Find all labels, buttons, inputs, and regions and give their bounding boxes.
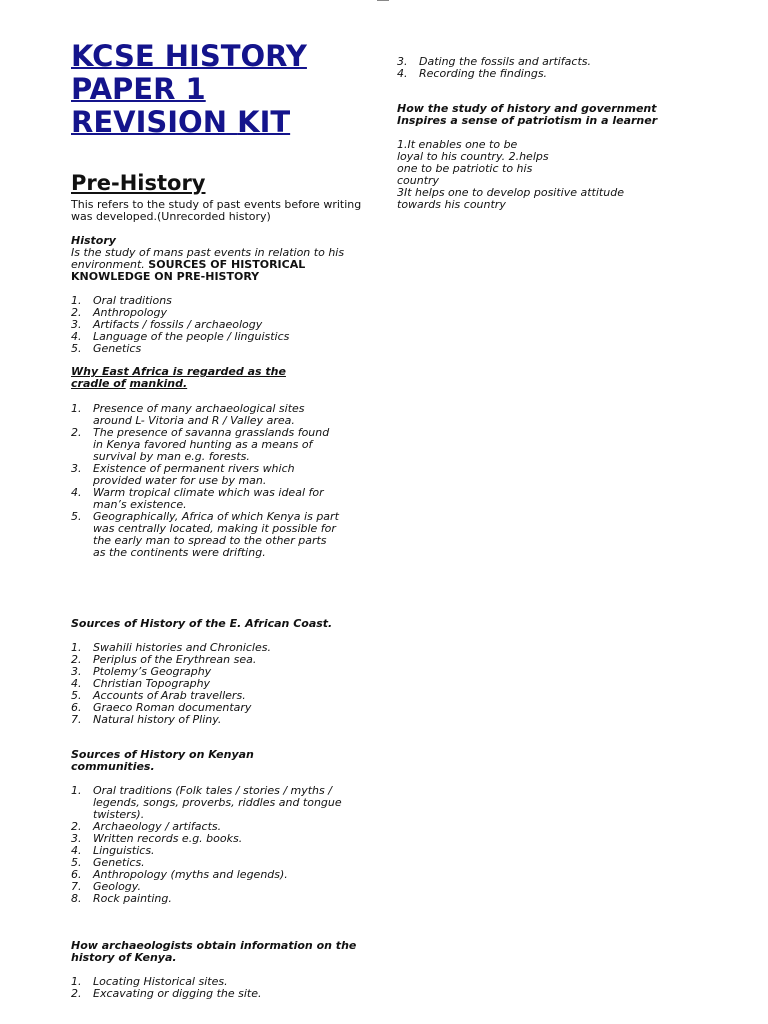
patriotism-text (397, 139, 717, 211)
prehistory-definition: This refers to the study of past events before writing was developed.(Unrecorded history) (71, 198, 362, 223)
list-item-text: Graeco Roman documentary (93, 701, 252, 714)
list-item-number: 4. (71, 486, 82, 499)
list-item-number: 2. (71, 987, 82, 1000)
title-revision-word: REVISION (71, 105, 227, 139)
list-item-text: Genetics (93, 342, 142, 355)
list-item-text: Anthropology (myths and legends). (93, 868, 288, 881)
list-item-number: 3. (71, 318, 82, 331)
list-item-number: 7. (71, 713, 82, 726)
patriotism-heading: How the study of history and government Inspires a sense of patriotism in a learner (397, 102, 658, 127)
list-item-number: 6. (71, 868, 82, 881)
cradle-heading-line2b: mankind. (129, 377, 188, 390)
archaeologists-list-part1 (71, 976, 371, 1000)
kenyan-source-item (71, 893, 361, 905)
list-item-number: 6. (71, 701, 82, 714)
cradle-reason-item (71, 511, 341, 559)
list-item-text: Language of the people / linguistics (93, 330, 290, 343)
cradle-heading-line1: Why East Africa is regarded as the (71, 365, 286, 378)
list-item-text: Rock painting. (93, 892, 172, 905)
patriotism-line-3: one to be patriotic to his (397, 162, 533, 175)
cradle-reason-item (71, 463, 341, 487)
kenyan-source-item (71, 785, 361, 821)
list-item-text: Geology. (93, 880, 141, 893)
title-line-1: KCSE HISTORY (71, 39, 307, 73)
cradle-reason-item (71, 487, 341, 511)
history-heading: History (71, 234, 116, 247)
list-item-text: Dating the fossils and artifacts. (419, 55, 592, 68)
kenyan-list (71, 785, 361, 905)
patriotism-line-2: loyal to his country. 2.helps (397, 150, 549, 163)
coast-heading: Sources of History of the E. African Coast. (71, 617, 333, 630)
list-item-number: 5. (71, 342, 82, 355)
list-item-number: 4. (71, 330, 82, 343)
list-item-number: 3. (71, 665, 82, 678)
list-item-number: 1. (71, 294, 82, 307)
list-item-number: 2. (71, 426, 82, 439)
source-item (71, 343, 371, 355)
list-item-number: 1. (71, 402, 82, 415)
patriotism-line-5: 3It helps one to develop positive attitude (397, 186, 624, 199)
list-item-number: 4. (71, 677, 82, 690)
cradle-reason-item (71, 403, 341, 427)
list-item-number: 2. (71, 820, 82, 833)
kenyan-heading: Sources of History on Kenyan communities. (71, 748, 254, 773)
list-item-text: Written records e.g. books. (93, 832, 243, 845)
cradle-heading (71, 366, 371, 390)
document-title (71, 40, 371, 139)
list-item-text: Warm tropical climate which was ideal for man’s existence. (93, 486, 324, 511)
list-item-number: 5. (71, 856, 82, 869)
coast-list (71, 642, 371, 726)
list-item-text: Oral traditions (93, 294, 172, 307)
archaeology-step-item (71, 988, 371, 1000)
list-item-text: Oral traditions (Folk tales / stories / myths / legends, songs, proverbs, riddles and tongue twisters). (93, 784, 342, 821)
sources-prehistory-heading: SOURCES OF HISTORICAL KNOWLEDGE ON PRE-HISTORY (71, 258, 306, 283)
patriotism-line-1: 1.It enables one to be (397, 138, 518, 151)
page-top-mark (377, 0, 389, 1)
list-item-text: Swahili histories and Chronicles. (93, 641, 271, 654)
list-item-text: Recording the findings. (419, 67, 548, 80)
list-item-text: Locating Historical sites. (93, 975, 228, 988)
title-kit-word: KIT (237, 105, 291, 139)
list-item-number: 3. (397, 55, 408, 68)
list-item-text: Accounts of Arab travellers. (93, 689, 246, 702)
list-item-number: 5. (71, 689, 82, 702)
prehistory-heading: Pre-History (71, 171, 206, 195)
list-item-number: 4. (397, 67, 408, 80)
cradle-reason-item (71, 427, 341, 463)
archaeologists-heading: How archaeologists obtain information on the history of Kenya. (71, 939, 357, 964)
list-item-text: Periplus of the Erythrean sea. (93, 653, 257, 666)
list-item-text: Genetics. (93, 856, 145, 869)
list-item-number: 2. (71, 653, 82, 666)
sources-prehistory-list (71, 295, 371, 355)
list-item-text: Archaeology / artifacts. (93, 820, 222, 833)
list-item-number: 3. (71, 462, 82, 475)
cradle-list (71, 403, 341, 559)
list-item-text: The presence of savanna grasslands found in Kenya favored hunting as a means of survival by man e.g. forests. (93, 426, 330, 463)
title-line-2: PAPER 1 (71, 72, 206, 106)
list-item-number: 1. (71, 975, 82, 988)
list-item-text: Presence of many archaeological sites around L- Vitoria and R / Valley area. (93, 402, 305, 427)
list-item-text: Natural history of Pliny. (93, 713, 222, 726)
list-item-number: 1. (71, 784, 82, 797)
list-item-text: Existence of permanent rivers which provided water for use by man. (93, 462, 295, 487)
archaeologists-list-part2 (397, 56, 697, 80)
list-item-number: 2. (71, 306, 82, 319)
coast-source-item (71, 714, 371, 726)
patriotism-line-6: towards his country (397, 198, 506, 211)
list-item-number: 8. (71, 892, 82, 905)
list-item-text: Ptolemy’s Geography (93, 665, 212, 678)
title-line-3 (71, 106, 371, 139)
archaeology-step-item (397, 68, 697, 80)
list-item-number: 7. (71, 880, 82, 893)
patriotism-line-4: country (397, 174, 440, 187)
list-item-number: 4. (71, 844, 82, 857)
list-item-text: Anthropology (93, 306, 168, 319)
cradle-heading-line2a: cradle of (71, 377, 126, 390)
history-definition: Is the study of mans past events in relation to his environment. (71, 246, 345, 271)
history-definition-block (71, 247, 371, 283)
list-item-text: Linguistics. (93, 844, 155, 857)
list-item-number: 3. (71, 832, 82, 845)
list-item-text: Artifacts / fossils / archaeology (93, 318, 263, 331)
list-item-number: 5. (71, 510, 82, 523)
list-item-number: 1. (71, 641, 82, 654)
list-item-text: Geographically, Africa of which Kenya is part was centrally located, making it possible for the early man to spread to the other parts as the continents were drifting. (93, 510, 339, 559)
list-item-text: Christian Topography (93, 677, 211, 690)
list-item-text: Excavating or digging the site. (93, 987, 262, 1000)
